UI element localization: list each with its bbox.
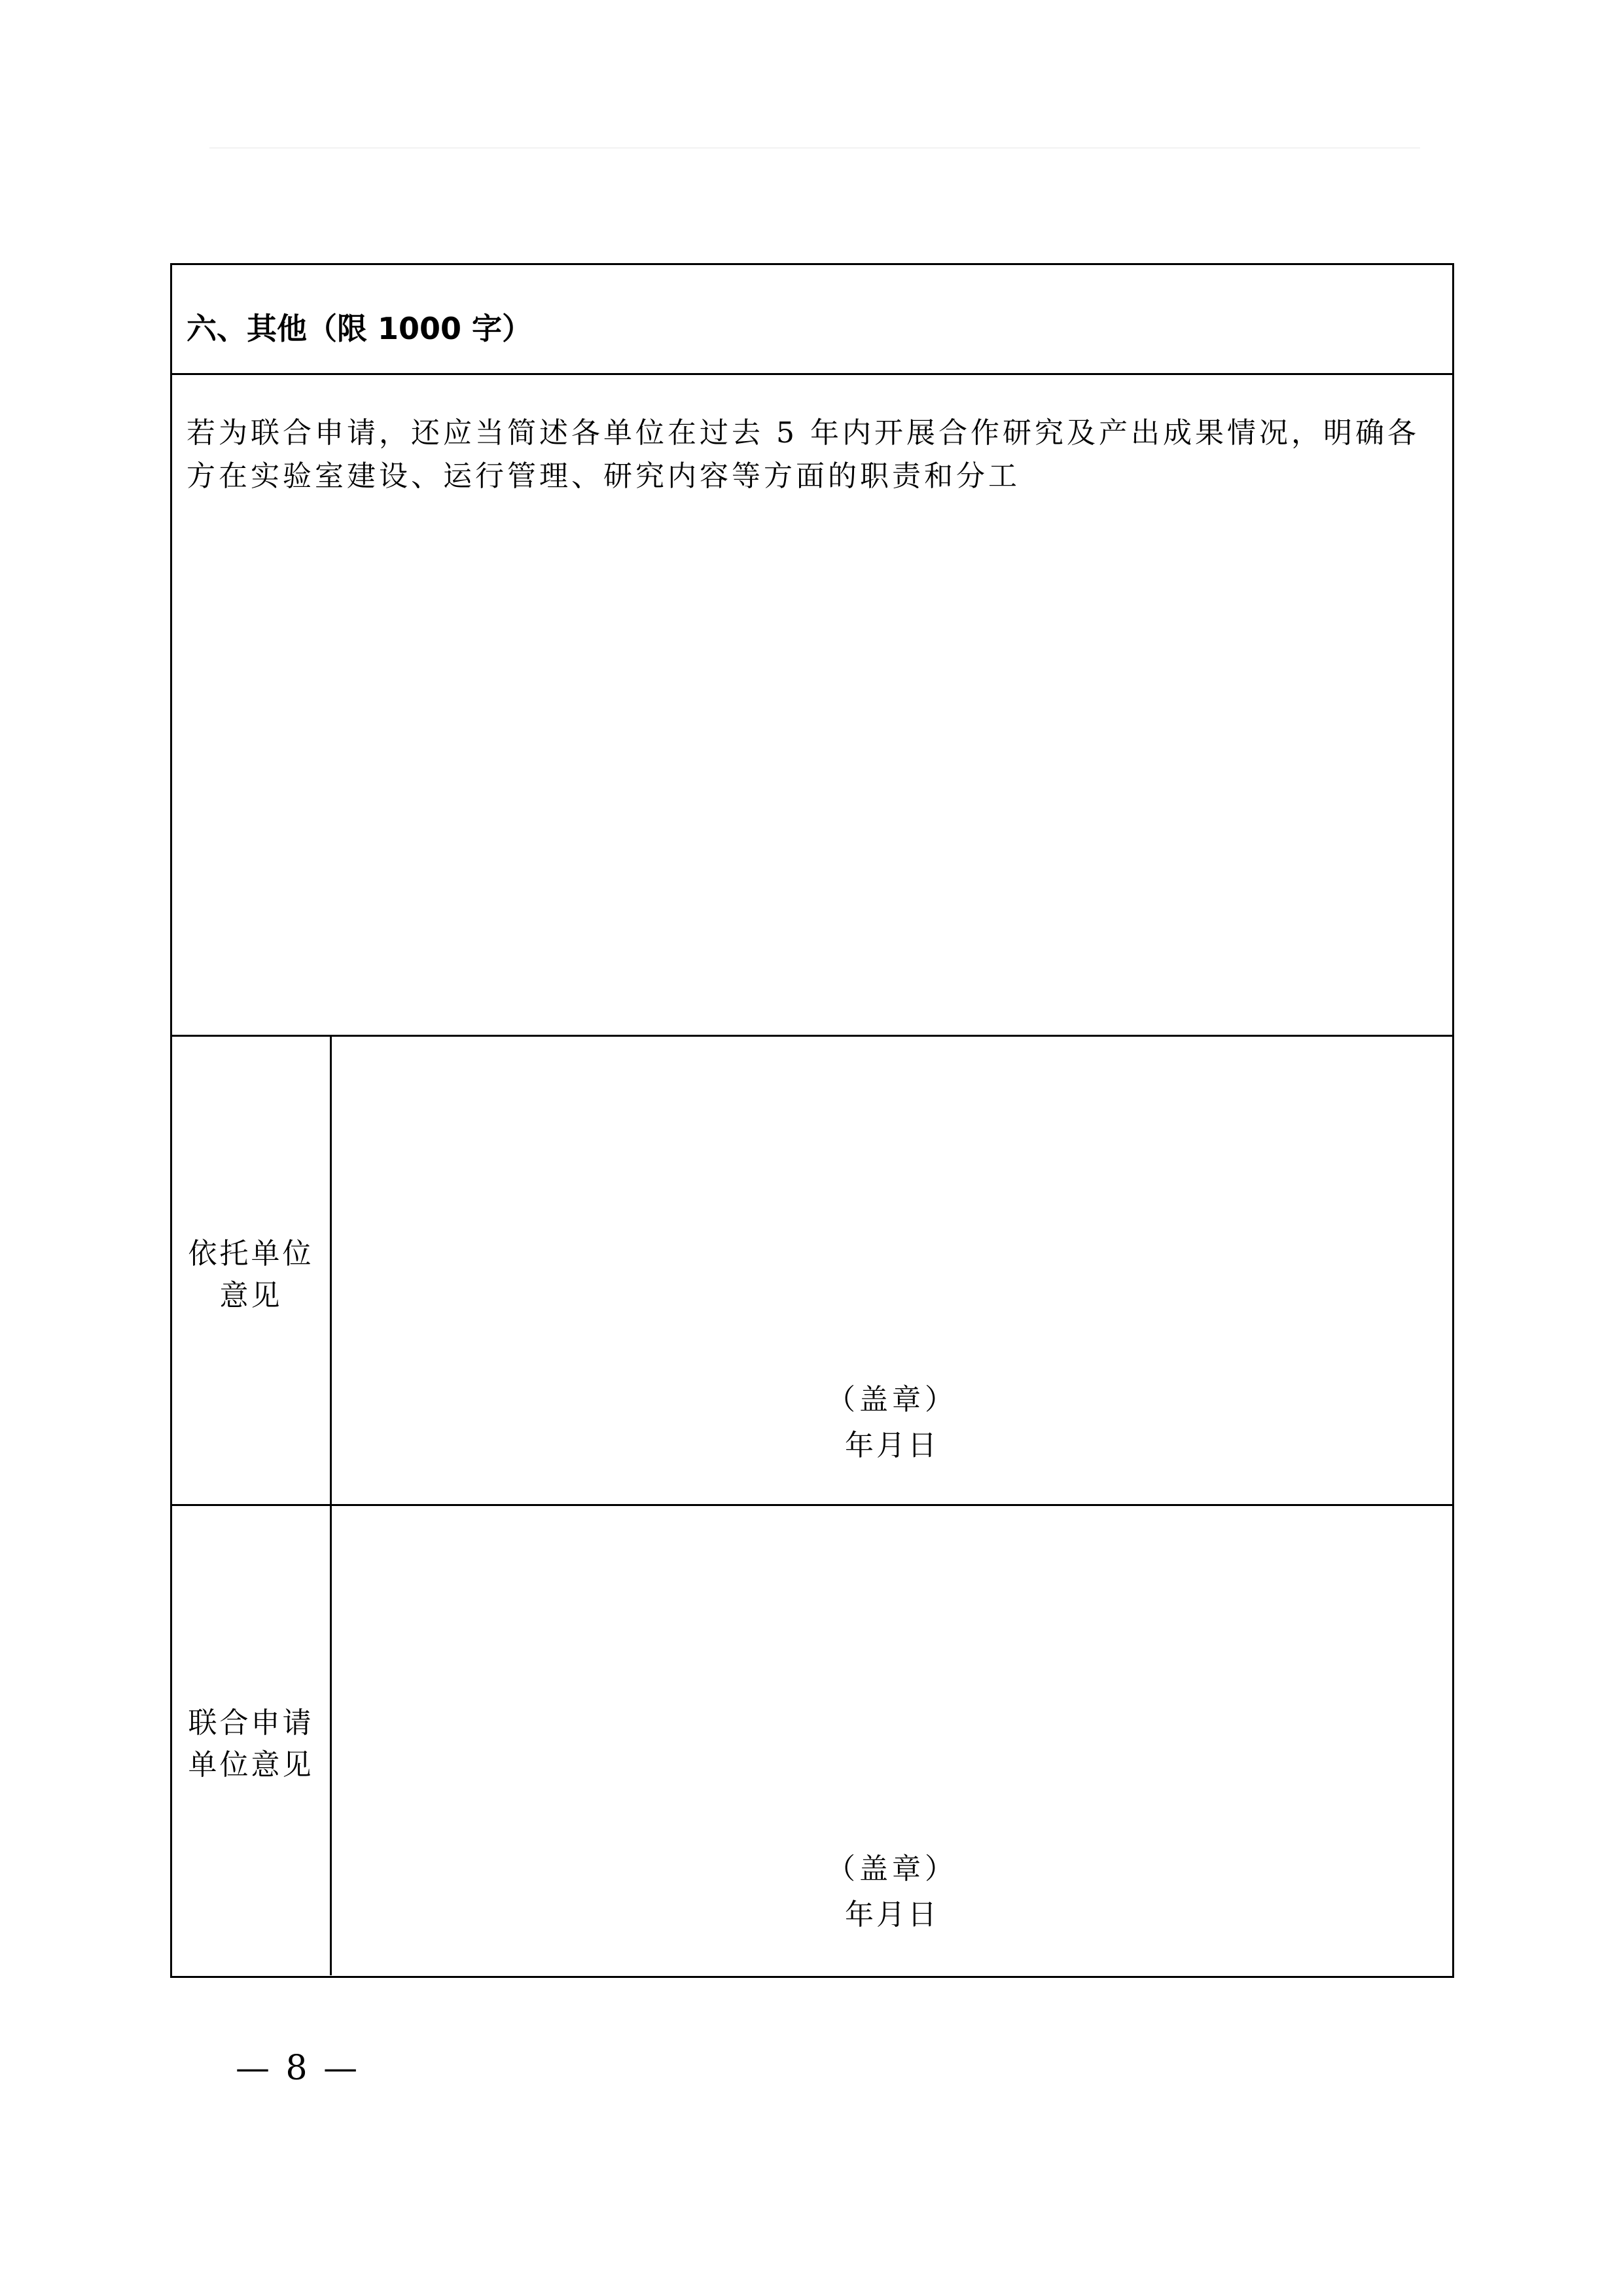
joint-unit-opinion-row <box>172 1506 1452 1975</box>
host-unit-opinion-label <box>172 1233 330 1317</box>
section-header-row <box>172 265 1452 375</box>
joint-unit-seal-block <box>332 1846 1452 1938</box>
section-content-row[interactable] <box>172 375 1452 1037</box>
joint-unit-opinion-label-cell <box>172 1506 332 1975</box>
section-instruction: 若为联合申请，还应当简述各单位在过去 5 年内开展合作研究及产出成果情况，明确各方在实验室建设、运行管理、研究内容等方面的职责和分工 <box>187 416 1419 493</box>
joint-unit-opinion-label-line2: 单位意见 <box>188 1748 314 1782</box>
host-unit-opinion-label-cell <box>172 1037 332 1504</box>
host-unit-opinion-row <box>172 1037 1452 1506</box>
host-unit-seal-text: （盖章） <box>827 1383 957 1416</box>
page-number: — 8 — <box>236 2049 361 2088</box>
host-unit-date-text: 年月日 <box>845 1429 939 1462</box>
joint-unit-seal-text: （盖章） <box>827 1852 957 1886</box>
section-title: 六、其他（限 1000 字） <box>187 311 533 346</box>
joint-unit-opinion-label <box>172 1702 330 1786</box>
joint-unit-opinion-field[interactable] <box>332 1506 1452 1975</box>
host-unit-opinion-field[interactable] <box>332 1037 1452 1504</box>
joint-unit-date-text: 年月日 <box>845 1898 939 1931</box>
joint-unit-opinion-label-line1: 联合申请 <box>188 1706 314 1740</box>
host-unit-opinion-label-line2: 意见 <box>219 1279 283 1312</box>
header-rule <box>209 147 1420 149</box>
host-unit-seal-block <box>332 1377 1452 1469</box>
application-form-table <box>170 263 1454 1978</box>
host-unit-opinion-label-line1: 依托单位 <box>188 1237 314 1270</box>
